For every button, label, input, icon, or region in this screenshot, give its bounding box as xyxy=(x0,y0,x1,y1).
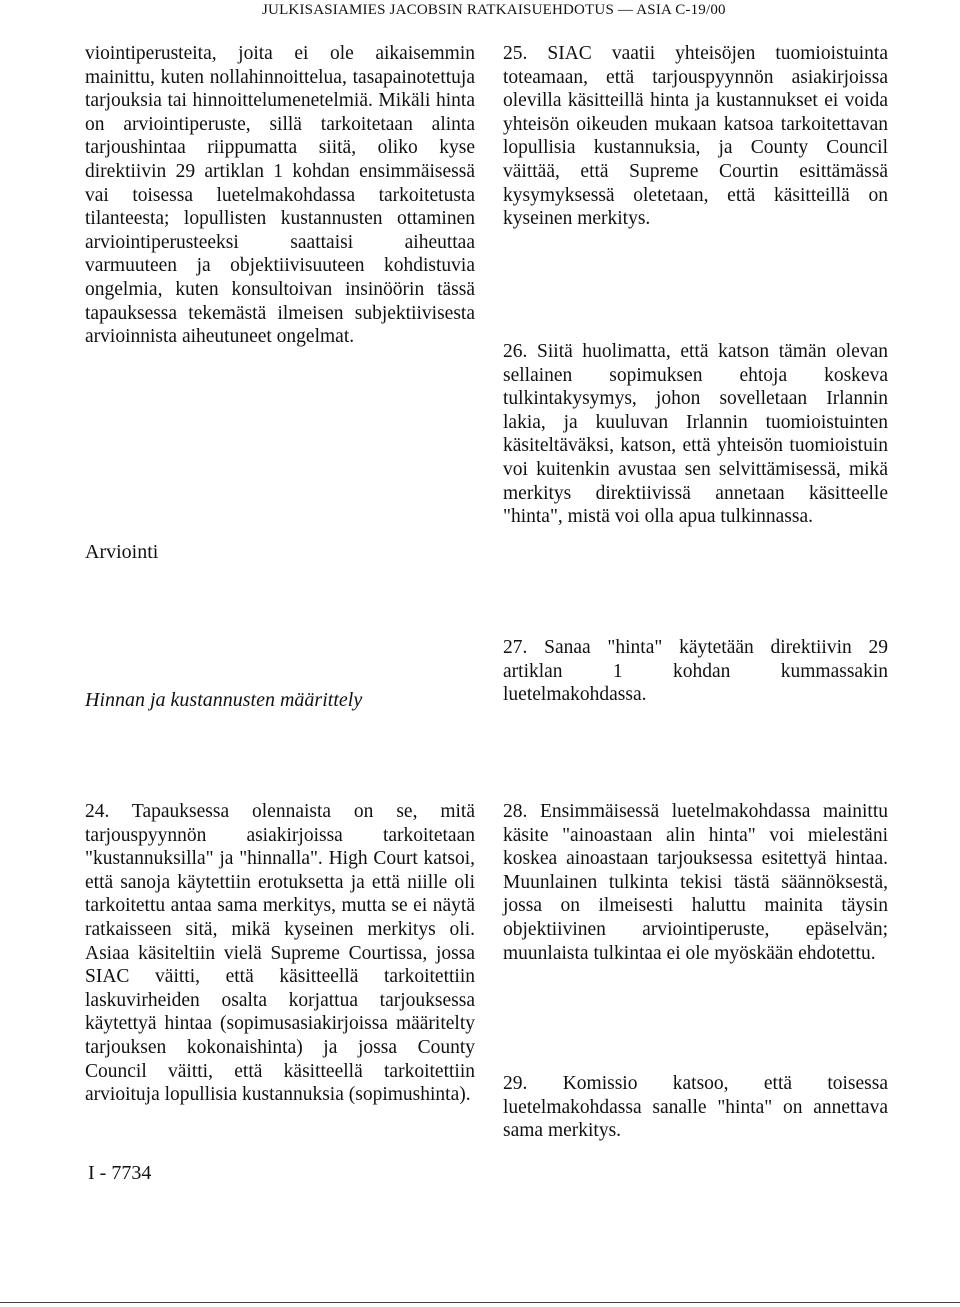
section-heading-assessment: Arviointi xyxy=(85,541,159,563)
paragraph-26: 26. Siitä huolimatta, että katson tämän olevan sellainen sopimuksen ehtoja koskeva tulkintakysymys, johon sovelletaan Irlannin lakia, ja kuuluvan Irlannin tuomioistuinten käsiteltäväksi, katson, että yhteisön tuomioistuin voi kuitenkin avustaa sen selvittämisessä, mikä merkitys direktiivissä annetaan käsitteelle "hinta", mistä voi olla apua tulkinnassa. xyxy=(503,341,888,528)
paragraph-23-continuation: viointiperusteita, joita ei ole aikaisemmin mainittu, kuten nollahinnoittelua, tasapainotettuja tarjouksia tai hinnoittelumenetelmiä. Mikäli hinta on arviointiperuste, sillä tarkoitetaan alinta tarjoushintaa riippumatta siitä, oliko kyse direktiivin 29 artiklan 1 kohdan ensimmäisessä vai toisessa luetelmakohdassa tarkoitetusta tilanteesta; lopullisten kustannusten ottaminen arviointiperusteeksi saattaisi aiheuttaa varmuuteen ja objektiivisuuteen kohdistuvia ongelmia, kuten konsultoivan insinöörin tässä tapauksessa tekemästä ilmeisen subjektiivisesta arvioinnista aiheutuneet ongelmat. xyxy=(85,43,475,348)
running-header: JULKISASIAMIES JACOBSIN RATKAISUEHDOTUS — ASIA C-19/00 xyxy=(262,2,726,18)
page-number: I - 7734 xyxy=(88,1162,152,1184)
paragraph-27: 27. Sanaa "hinta" käytetään direktiivin 29 artiklan 1 kohdan kummassakin luetelmakohdassa. xyxy=(503,637,888,706)
paragraph-28: 28. Ensimmäisessä luetelmakohdassa mainittu käsite "ainoastaan alin hinta" voi mielestäni koskea ainoastaan tarjouksessa esitettyä hintaa. Muunlainen tulkinta tekisi tästä säännöksestä, jossa on ilmeisesti haluttu mainita täysin objektiivinen arviointiperuste, epäselvän; muunlaista tulkintaa ei ole myöskään ehdotettu. xyxy=(503,801,888,964)
bottom-rule xyxy=(0,1302,960,1303)
subsection-heading-price-and-costs: Hinnan ja kustannusten määrittely xyxy=(85,689,363,711)
paragraph-24: 24. Tapauksessa olennaista on se, mitä tarjouspyynnön asiakirjoissa tarkoitetaan "kustannuksilla" ja "hinnalla". High Court katsoi, että sanoja käytettiin erotuksetta ja että niille oli tarkoitettu antaa sama merkitys, mutta se ei näytä ratkaisseen sitä, mikä kyseinen merkitys oli. Asiaa käsiteltiin vielä Supreme Courtissa, jossa SIAC väitti, että käsitteellä tarkoitettiin laskuvirheiden osalta korjattua tarjouksessa käytettyä hintaa (sopimusasiakirjoissa määritelty tarjouksen kokonaishinta) ja jossa County Council väitti, että käsitteellä tarkoitettiin arvioituja lopullisia kustannuksia (sopimushinta). xyxy=(85,801,475,1106)
paragraph-25: 25. SIAC vaatii yhteisöjen tuomioistuinta toteamaan, että tarjouspyynnön asiakirjoissa olevilla käsitteillä hinta ja kustannukset ei voida yhteisön oikeuden mukaan katsoa tarkoitettavan lopullisia kustannuksia, ja County Council väittää, että Supreme Courtin esittämässä kysymyksessä oletetaan, että käsitteillä on kyseinen merkitys. xyxy=(503,43,888,230)
paragraph-29: 29. Komissio katsoo, että toisessa luetelmakohdassa sanalle "hinta" on annettava sama merkitys. xyxy=(503,1073,888,1142)
